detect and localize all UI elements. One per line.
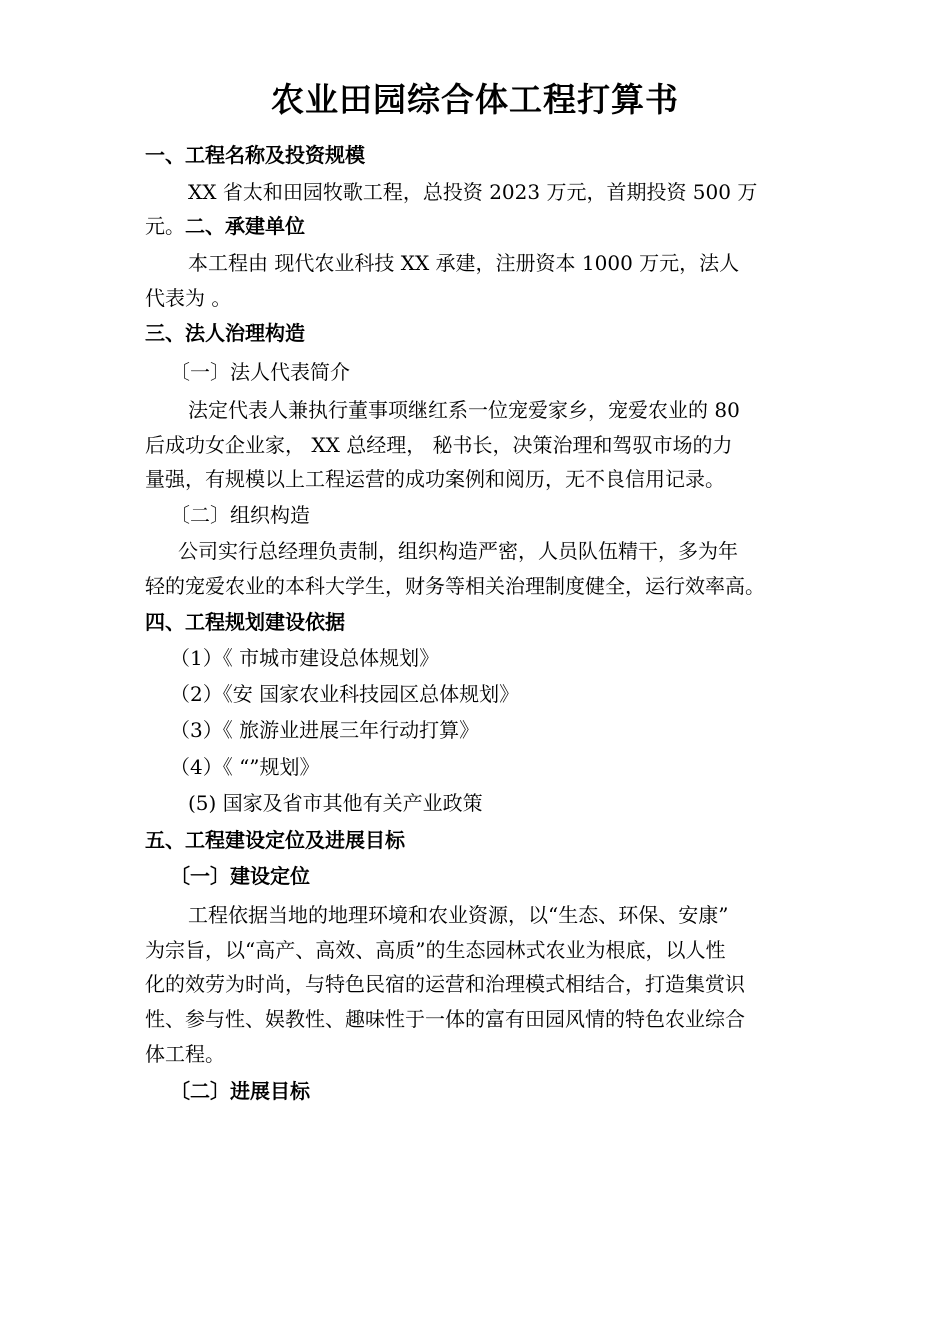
section-3-sub-1-line-1: 法定代表人兼执行董事项继红系一位宠爱家乡，宠爱农业的 80 xyxy=(188,398,740,422)
section-3-sub-1-heading: 〔一〕法人代表简介 xyxy=(170,360,350,384)
section-3-sub-1-line-2: 后成功女企业家， XX 总经理， 秘书长，决策治理和驾驭市场的力 xyxy=(145,433,733,457)
document-title: 农业田园综合体工程打算书 xyxy=(271,80,679,119)
section-4-item-2: （2）《安 国家农业科技园区总体规划》 xyxy=(170,682,520,706)
section-1-paragraph-line-1: XX 省太和田园牧歌工程，总投资 2023 万元，首期投资 500 万 xyxy=(188,180,758,204)
section-4-item-4: （4）《 “”规划》 xyxy=(170,755,320,779)
section-1-paragraph-line-2 xyxy=(145,209,825,243)
section-4-item-3: （3）《 旅游业进展三年行动打算》 xyxy=(170,718,480,742)
section-3-sub-2-line-2: 轻的宠爱农业的本科大学生，财务等相关治理制度健全，运行效率高。 xyxy=(145,574,765,598)
section-5-heading: 五、工程建设定位及进展目标 xyxy=(145,828,405,852)
section-3-sub-1-line-3: 量强，有规模以上工程运营的成功案例和阅历，无不良信用记录。 xyxy=(145,467,725,491)
section-5-sub-1-line-4: 性、参与性、娱教性、趣味性于一体的富有田园风情的特色农业综合 xyxy=(145,1007,745,1031)
section-5-sub-1-line-1: 工程依据当地的地理环境和农业资源，以“生态、环保、安康” xyxy=(188,903,729,927)
section-5-sub-1-heading: 〔一〕建设定位 xyxy=(170,864,310,888)
section-3-sub-2-heading: 〔二〕组织构造 xyxy=(170,503,310,527)
section-4-item-1: （1）《 市城市建设总体规划》 xyxy=(170,646,440,670)
section-3-sub-2-line-1: 公司实行总经理负责制，组织构造严密，人员队伍精干，多为年 xyxy=(178,539,738,563)
section-5-sub-1-line-3: 化的效劳为时尚，与特色民宿的运营和治理模式相结合，打造集赏识 xyxy=(145,972,745,996)
section-2-heading: 二、承建单位 xyxy=(185,214,305,238)
section-1-heading: 一、工程名称及投资规模 xyxy=(145,143,365,167)
section-1-paragraph-end: 元。 xyxy=(145,214,185,238)
section-2-paragraph-line-2: 代表为 。 xyxy=(145,286,232,310)
section-5-sub-1-line-2: 为宗旨，以“高产、高效、高质”的生态园林式农业为根底，以人性 xyxy=(145,938,726,962)
section-4-heading: 四、工程规划建设依据 xyxy=(145,610,345,634)
section-4-item-5: (5) 国家及省市其他有关产业政策 xyxy=(188,791,483,815)
section-5-sub-1-line-5: 体工程。 xyxy=(145,1042,225,1066)
section-5-sub-2-heading: 〔二〕进展目标 xyxy=(170,1079,310,1103)
section-3-heading: 三、法人治理构造 xyxy=(145,321,305,345)
section-2-paragraph-line-1: 本工程由 现代农业科技 XX 承建，注册资本 1000 万元，法人 xyxy=(188,251,740,275)
